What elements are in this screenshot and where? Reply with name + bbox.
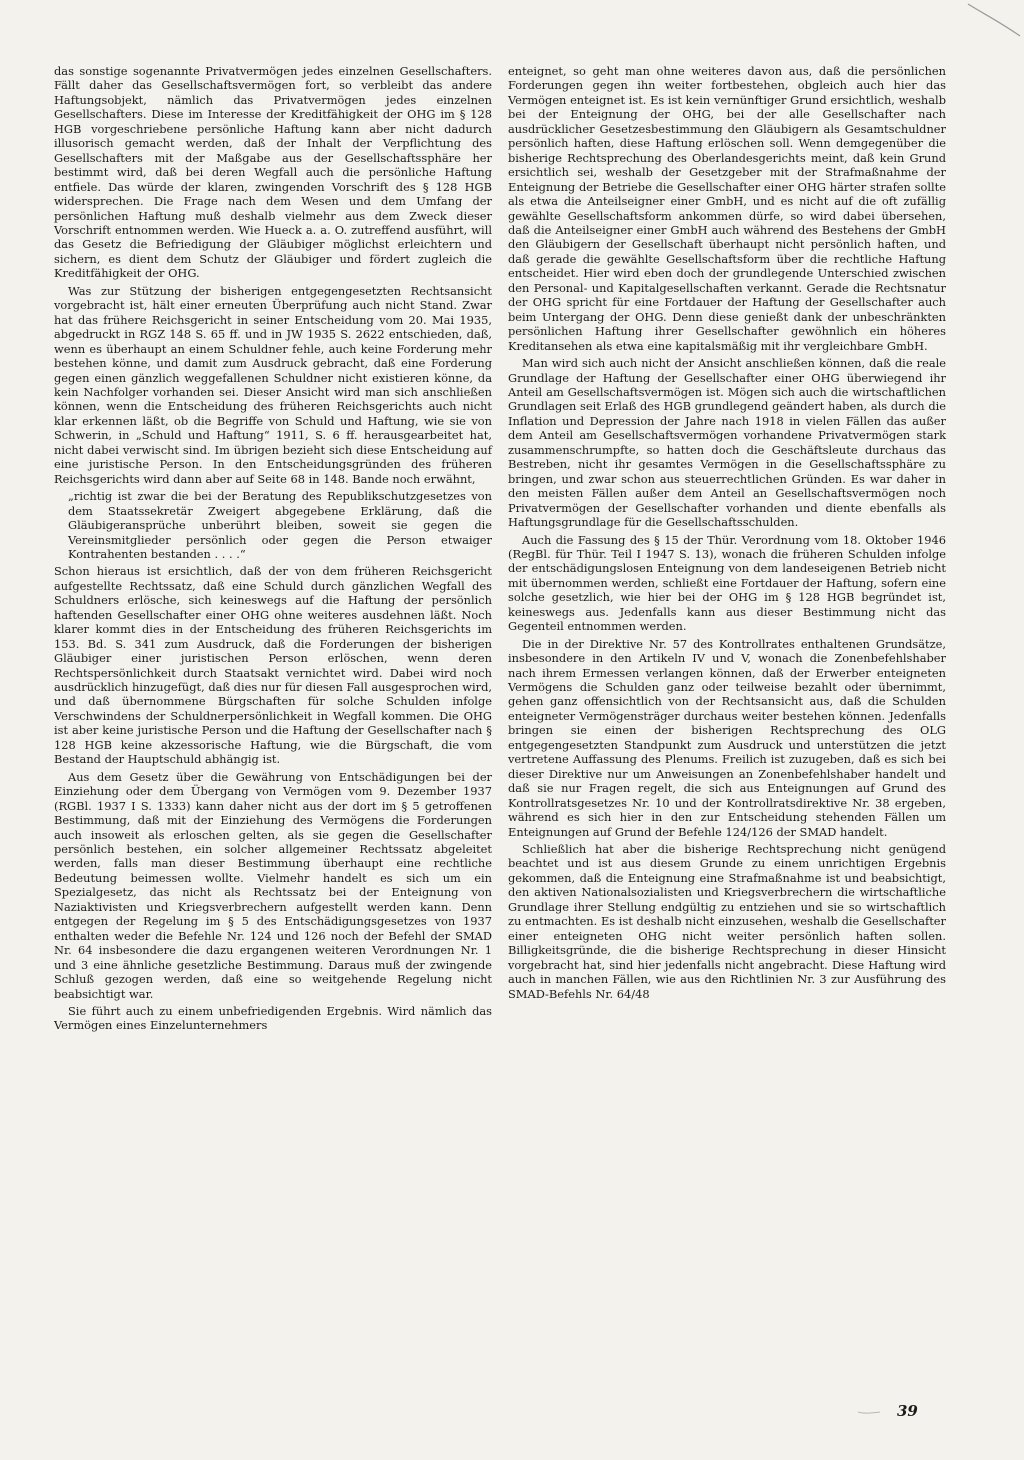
paragraph: Schließlich hat aber die bisherige Rechtsprechung nicht genügend beachtet und ist aus diesem Grunde zu einem unrichtigen Ergebnis gekommen, daß die Enteignung eine Strafmaßnahme ist und beabsichtigt, den aktiven Nationalsozialisten und Kriegsverbrechern die wirtschaftliche Grundlage ihrer Stellung endgültig zu entziehen und sie so wirtschaftlich zu entmachten. Es ist deshalb nicht einzusehen, weshalb die Gesellschafter einer enteigneten OHG nicht weiter persönlich haften sollen. Billigkeitsgründe, die die bisherige Rechtsprechung in dieser Hinsicht vorgebracht hat, sind hier jedenfalls nicht angebracht. Diese Haftung wird auch in manchen Fällen, wie aus den Richtlinien Nr. 3 zur Ausführung des SMAD-Befehls Nr. 64/48 — [508, 842, 946, 1001]
right-text-column — [508, 64, 946, 1004]
paragraph: Aus dem Gesetz über die Gewährung von Entschädigungen bei der Einziehung oder dem Übergang von Vermögen vom 9. Dezember 1937 (RGBl. 1937 I S. 1333) kann daher nicht aus der dort im § 5 getroffenen Bestimmung, daß mit der Einziehung des Vermögens die Forderungen auch insoweit als erloschen gelten, als sie gegen die Gesellschafter persönlich bestehen, ein solcher allgemeiner Rechtssatz abgeleitet werden, falls man dieser Bestimmung überhaupt eine rechtliche Bedeutung beimessen wollte. Vielmehr handelt es sich um ein Spezialgesetz, das nicht als Rechtssatz bei der Enteignung von Naziaktivisten und Kriegsverbrechern aufgestellt werden kann. Denn entgegen der Regelung im § 5 des Entschädigungsgesetzes von 1937 enthalten weder die Befehle Nr. 124 und 126 noch der Befehl der SMAD Nr. 64 insbesondere die dazu ergangenen weiteren Verordnungen Nr. 1 und 3 eine ähnliche gesetzliche Bestimmung. Daraus muß der zwingende Schluß gezogen werden, daß eine so weitgehende Regelung nicht beabsichtigt war. — [54, 769, 492, 1001]
block-quote: „richtig ist zwar die bei der Beratung des Republikschutzgesetzes von dem Staatssekretär Zweigert abgegebene Erklärung, daß die Gläubigeransprüche unberührt bleiben, soweit sie gegen die Vereinsmitglieder persönlich oder gegen die Person etwaiger Kontrahenten bestanden . . . .“ — [68, 489, 492, 561]
page-number: 39 — [897, 1402, 918, 1420]
paragraph: Man wird sich auch nicht der Ansicht anschließen können, daß die reale Grundlage der Haftung der Gesellschafter einer OHG überwiegend ihr Anteil am Gesellschaftsvermögen ist. Mögen sich auch die wirtschaftlichen Grundlagen seit Erlaß des HGB grundlegend geändert haben, als durch die Inflation und Depression der Jahre nach 1918 in vielen Fällen das außer dem Anteil am Gesellschaftsvermögen vorhandene Privatvermögen stark zusammenschrumpfte, so hatten doch die Geschäftsleute durchaus das Bestreben, nicht ihr gesamtes Vermögen in die Gesellschaftssphäre zu bringen, und zwar schon aus steuerrechtlichen Gründen. Es war daher in den meisten Fällen außer dem Anteil an Gesellschaftsvermögen noch Privatvermögen der Gesellschafter vorhanden und diente ebenfalls als Haftungsgrundlage für die Gesellschaftsschulden. — [508, 356, 946, 530]
paragraph: enteignet, so geht man ohne weiteres davon aus, daß die persönlichen Forderungen gegen ihn weiter fortbestehen, obgleich auch hier das Vermögen enteignet ist. Es ist kein vernünftiger Grund ersichtlich, weshalb bei der Enteignung der OHG, bei der alle Gesellschafter nach ausdrücklicher Gesetzesbestimmung den Gläubigern als Gesamtschuldner persönlich haften, diese Haftung erlöschen soll. Wenn demgegenüber die bisherige Rechtsprechung des Oberlandesgerichts meint, daß kein Grund ersichtlich sei, weshalb der Gesetzgeber mit der Strafmaßnahme der Enteignung der Betriebe die Gesellschafter einer OHG härter strafen sollte als etwa die Anteilseigner einer GmbH, und es nicht auf die oft zufällig gewählte Gesellschaftsform ankommen dürfe, so wird dabei übersehen, daß die Anteilseigner einer GmbH auch während des Bestehens der GmbH den Gläubigern der Gesellschaft überhaupt nicht persönlich haften, und daß gerade die gewählte Gesellschaftsform über die rechtliche Haftung entscheidet. Hier wird eben doch der grundlegende Unterschied zwischen den Personal- und Kapitalgesellschaften verkannt. Gerade die Rechtsnatur der OHG spricht für eine Fortdauer der Haftung der Gesellschafter auch beim Untergang der OHG. Denn diese genießt dank der unbeschränkten persönlichen Haftung ihrer Gesellschafter gewöhnlich ein höheres Kreditansehen als etwa eine kapitalsmäßig mit ihr vergleichbare GmbH. — [508, 64, 946, 353]
paragraph: Schon hieraus ist ersichtlich, daß der von dem früheren Reichsgericht aufgestellte Rechtssatz, daß eine Schuld durch gänzlichen Wegfall des Schuldners erlösche, sich keineswegs auf die Haftung der persönlich haftenden Gesellschafter einer OHG ohne weiteres ausdehnen läßt. Noch klarer kommt dies in der Entscheidung des früheren Reichsgerichts im 153. Bd. S. 341 zum Ausdruck, daß die Forderungen der bisherigen Gläubiger einer juristischen Person erlöschen, wenn deren Rechtspersönlichkeit durch Staatsakt vernichtet wird. Dabei wird noch ausdrücklich hinzugefügt, daß dies nur für diesen Fall ausgesprochen wird, und daß übernommene Bürgschaften für solche Schulden infolge Verschwindens der Schuldnerpersönlichkeit in Wegfall kommen. Die OHG ist aber keine juristische Person und die Haftung der Gesellschafter nach § 128 HGB keine akzessorische Haftung, wie die Bürgschaft, die vom Bestand der Hauptschuld abhängig ist. — [54, 564, 492, 767]
paragraph: Was zur Stützung der bisherigen entgegengesetzten Rechtsansicht vorgebracht ist, hält einer erneuten Überprüfung auch nicht Stand. Zwar hat das frühere Reichsgericht in seiner Entscheidung vom 20. Mai 1935, abgedruckt in RGZ 148 S. 65 ff. und in JW 1935 S. 2622 entschieden, daß, wenn es überhaupt an einem Schuldner fehle, auch keine Forderung mehr bestehen könne, und damit zum Ausdruck gebracht, daß eine Forderung gegen einen gänzlich weggefallenen Schuldner nicht existieren könne, da kein Nachfolger vorhanden sei. Dieser Ansicht wird man sich anschließen können, wenn die Entscheidung des früheren Reichsgerichts auch nicht klar erkennen läßt, ob die Begriffe von Schuld und Haftung, wie sie von Schwerin, in „Schuld und Haftung“ 1911, S. 6 ff. herausgearbeitet hat, nicht dabei verwischt sind. Im übrigen bezieht sich diese Entscheidung auf eine juristische Person. In den Entscheidungsgründen des früheren Reichsgerichts wird dann aber auf Seite 68 in 148. Bande noch erwähnt, — [54, 283, 492, 486]
left-text-column — [54, 64, 492, 1036]
paragraph: Die in der Direktive Nr. 57 des Kontrollrates enthaltenen Grundsätze, insbesondere in den Artikeln IV und V, wonach die Zonenbefehlshaber nach ihrem Ermessen verlangen können, daß der Erwerber enteigneten Vermögens die Schulden ganz oder teilweise bezahlt oder übernimmt, gehen ganz offensichtlich von der Rechtsansicht aus, daß die Schulden enteigneter Vermögensträger durchaus weiter bestehen können. Jedenfalls bringen sie einen der bisherigen Rechtsprechung des OLG entgegengesetzten Standpunkt zum Ausdruck und unterstützen die jetzt vertretene Auffassung des Plenums. Freilich ist zuzugeben, daß es sich bei dieser Direktive nur um Anweisungen an Zonenbefehlshaber handelt und daß sie nur Fragen regelt, die sich aus Enteignungen auf Grund des Kontrollratsgesetzes Nr. 10 und der Kontrollratsdirektive Nr. 38 ergeben, während es sich hier in den zur Entscheidung stehenden Fällen um Enteignungen auf Grund der Befehle 124/126 der SMAD handelt. — [508, 636, 946, 839]
paragraph: Sie führt auch zu einem unbefriedigenden Ergebnis. Wird nämlich das Vermögen eines Einzelunternehmers — [54, 1004, 492, 1033]
paragraph: Auch die Fassung des § 15 der Thür. Verordnung vom 18. Oktober 1946 (RegBl. für Thür. Teil I 1947 S. 13), wonach die früheren Schulden infolge der entschädigungslosen Enteignung von dem landeseigenen Betrieb nicht mit übernommen werden, schließt eine Fortdauer der Haftung, sofern eine solche gesetzlich, wie hier bei der OHG im § 128 HGB begründet ist, keineswegs aus. Jedenfalls kann aus dieser Bestimmung nicht das Gegenteil entnommen werden. — [508, 532, 946, 634]
paragraph: das sonstige sogenannte Privatvermögen jedes einzelnen Gesellschafters. Fällt daher das Gesellschaftsvermögen fort, so verbleibt das andere Haftungsobjekt, nämlich das Privatvermögen jedes einzelnen Gesellschafters. Diese im Interesse der Kreditfähigkeit der OHG im § 128 HGB vorgeschriebene persönliche Haftung kann aber nicht dadurch illusorisch gemacht werden, daß der Inhalt der Verpflichtung des Gesellschafters mit der Maßgabe aus der Gesellschaftssphäre her bestimmt wird, daß bei deren Wegfall auch die persönliche Haftung entfiele. Das würde der klaren, zwingenden Vorschrift des § 128 HGB widersprechen. Die Frage nach dem Wesen und dem Umfang der persönlichen Haftung muß deshalb vielmehr aus dem Zweck dieser Vorschrift entnommen werden. Wie Hueck a. a. O. zutreffend ausführt, will das Gesetz die Befriedigung der Gläubiger möglichst erleichtern und sichern, es dient dem Schutz der Gläubiger und fördert zugleich die Kreditfähigkeit der OHG. — [54, 64, 492, 281]
